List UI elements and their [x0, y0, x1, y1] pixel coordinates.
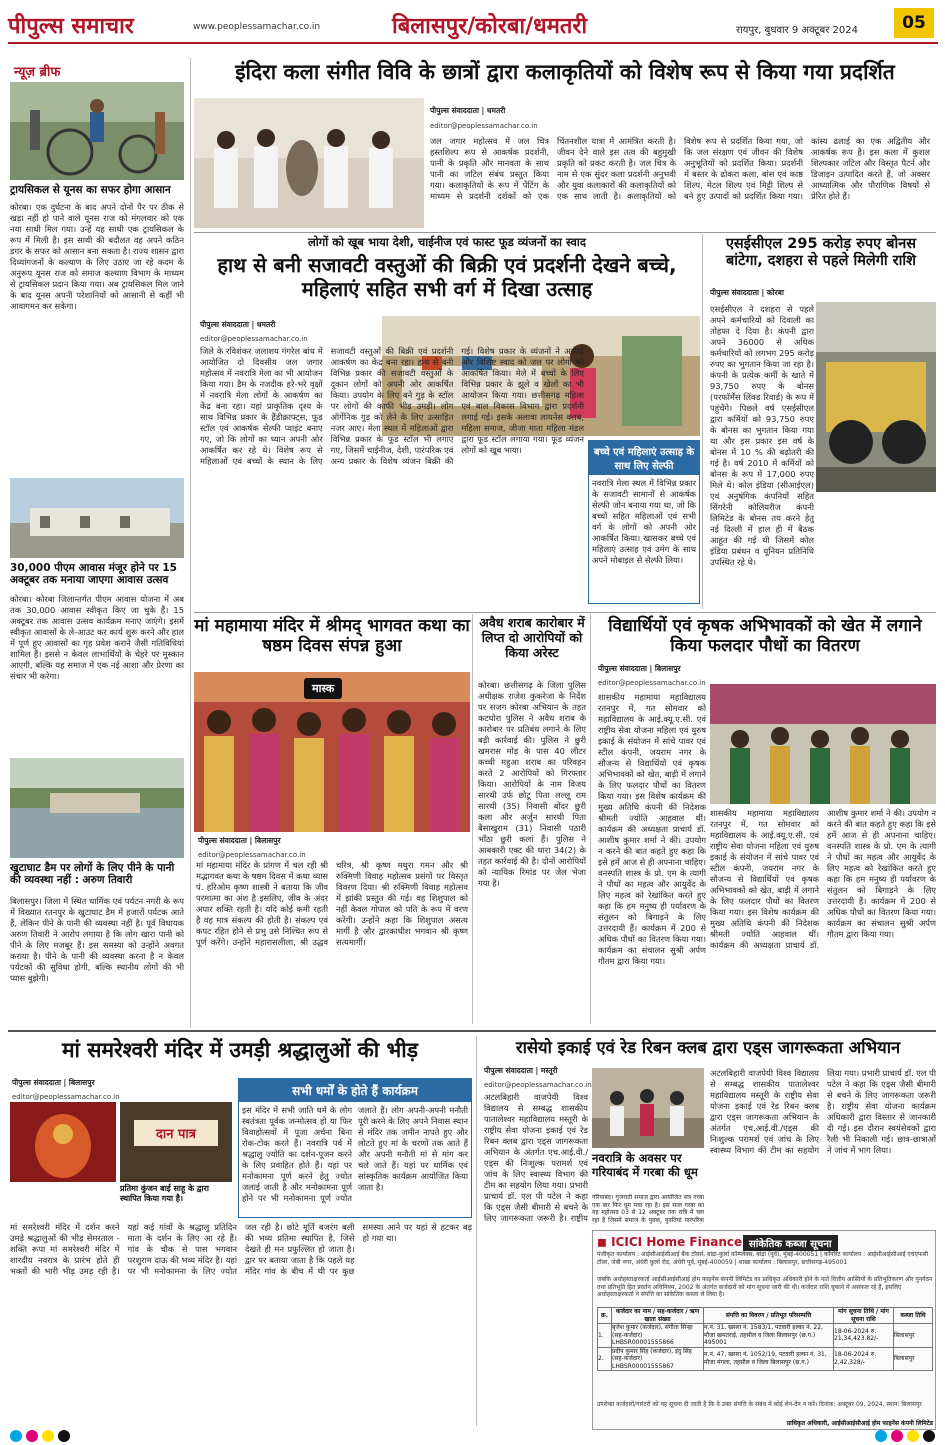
byline-name: पीपुल्स संवाददाता | बिलासपुर: [598, 664, 681, 673]
byline-email[interactable]: editor@peoplessamachar.co.in: [484, 1081, 592, 1089]
byline-place: कोरबा: [766, 288, 784, 297]
byline-name: पीपुल्स संवाददाता | मस्तूरी: [484, 1066, 558, 1075]
register-mark-magenta: [26, 1430, 38, 1442]
handmade-fair-text: जिले के रविशंकर जलाशय गंगरेल बांध में आयोजित दो दिवसीय जल जगार महोत्सव में नवरात्रि मेला का भी आयोजन किया गया। डैम के नजदीक हरे-भरे वृक्षों में नवरात्रि मेला लोगों के आकर्षण का केंद्र बना रहा। यहां प्राकृतिक दृश्य के साथ विभिन्न प्रकार के हैंडीक्राफ्ट्स, फूड स्टॉल एवं आकर्षक सेल्फी प्वाइंट बनाए गए, जो कि लोगों का ध्यान अपनी ओर आकर्षित कर रहे थे। विशेष रूप से महिलाओं एवं बच्चों के स्थान के लिए सजावटी वस्तुओं की बिक्री एवं प्रदर्शनी आकर्षण का केंद्र बना रहा। हाथ से बनी विभिन्न प्रकार की सजावटी वस्तुओं के दुकान लोगों को अपनी ओर आकर्षित किया। उपयोग के लिए बने गुड़ के स्टॉल पर लोगों की काफी भीड़ उमड़ी। लोग ऑर्गेनिक गुड़ को लेने के लिए उत्साहित नजर आए। मेला स्थल में महिलाओं द्वारा विभिन्न प्रकार के फूड स्टॉल भी लगाए गए, जिसमें चाईनीज, देशी, पारंपरिक एवं अन्य प्रकार के विशेष व्यंजन बिक्री की गई। विशेष प्रकार के व्यंजनों ने अनोखे और विशिष्ट स्वाद को जल पर लोगों को आकर्षित किया। मेले में बच्चों के लिए विभिन्न प्रकार के झूले व खेलों का भी आयोजन किया गया। छत्तीसगढ़ महिला एवं बाल विकास विभाग द्वारा प्रदर्शनी लगाई गई। इसके अलावा लायनेस क्लब, महिला समाज, जीजा माता महिला मंडल द्वारा फूड स्टॉल लगाया गया। फूड व्यंजन लोगों को खूब भाया।: [200, 346, 584, 466]
column-divider: [702, 234, 703, 609]
aids-awareness-text-cont: [710, 1068, 936, 1222]
register-mark-magenta: [891, 1430, 903, 1442]
goddess-photo: [10, 1102, 116, 1182]
byline-block: [12, 1078, 142, 1101]
notice-footer: उपरोक्त कर्जदारों/गारंटरों को यह सूचना दी जाती है कि वे उक्त संपत्ति के संबंध में कोई लेन-देन न करें। दिनांक: अक्टूबर 09, 2024, स्थान: बिलासपुर: [597, 1401, 922, 1408]
byline-reporter: पीपुल्स संवाददाता: [198, 836, 247, 845]
register-mark-black: [58, 1430, 70, 1442]
notice-cell: म.नं. 31, खसरा नं. 1583/1, पटवारी हल्का नं. 22, मौजा खमतराई, तहसील व जिला बिलासपुर (छ.ग.) 495001: [704, 1324, 834, 1348]
aids-awareness-text-copy: अटलबिहारी वाजपेयी विश्व विद्यालय से सम्बद्ध शासकीय पातालेश्वर महाविद्यालय मस्तूरी के राष्ट्रीय सेवा योजना इकाई एवं रेड रिबन क्लब द्वारा एड्स जागरूकता अभियान के अंतर्गत एच.आई.वी./एड्स की निःशुल्क परामर्श एवं जांच के लिए स्वास्थ्य विभाग की टीम का सहयोग लिया गया। प्रभारी प्राचार्य डॉ. एल पी पटेल ने कहा कि एड्स जैसी बीमारी से बचने के लिए जागरूकता जरूरी है। राष्ट्रीय सेवा योजना कार्यक्रम अधिकारी द्वारा विस्तार से जानकारी दी गई। इस दौरान स्वयंसेवकों द्वारा रैली भी निकाली गई। छात्र-छात्राओं ने जांच में भाग लिया।: [710, 1068, 936, 1155]
dam-photo-art: [10, 758, 184, 858]
headline-samreshwari: मां समरेश्वरी मंदिर में उमड़ी श्रद्धालुओं की भीड़: [62, 1038, 418, 1062]
notice-cell: 1.: [598, 1324, 612, 1348]
masthead: [8, 4, 938, 44]
brief-label: न्यूज़ ब्रीफ: [14, 65, 61, 80]
selfie-box-title: बच्चे एवं महिलाएं उत्साह के साथ लिए सेल्फी: [589, 441, 699, 475]
article-samreshwari: [8, 1036, 472, 1426]
headline-handmade-fair: हाथ से बनी सजावटी वस्तुओं की बिक्री एवं प्रदर्शनी देखने बच्चे, महिलाएं सहित सभी वर्ग में दिखा उत्साह: [217, 253, 677, 301]
photo-caption: प्रतिमा कुंजन बाई साहू के द्वारा स्थापित किया गया है।: [120, 1184, 209, 1203]
table-row: [598, 1324, 933, 1348]
garba-text: गरियाबंद। गुजराती समाज द्वारा आयोजित सत्र गरबा एक बार फिर धूम मचा रहा है। इस साल गरबा का यह महोत्सव 03 से 12 अक्टूबर तक रात्रि में चल रहा है जिसमें समाज के युवक, युवतियां पारंपरिक: [592, 1194, 704, 1224]
headline-indira-kala: इंदिरा कला संगीत विवि के छात्रों द्वारा कलाकृतियों को विशेष रूप से किया गया प्रदर्शित: [235, 60, 895, 84]
byline-block: [430, 106, 610, 130]
article-mahamaya-katha: [194, 614, 470, 1024]
article-liquor-arrest: [476, 614, 588, 1024]
edition-cities: बिलासपुर/कोरबा/धमतरी: [392, 14, 588, 39]
byline-email[interactable]: editor@peoplessamachar.co.in: [200, 335, 308, 343]
notice-col: मांग सूचना तिथि / मांग सूचना राशि: [834, 1308, 894, 1324]
notice-cell: बिलासपुर: [894, 1324, 933, 1348]
byline-name: पीपुल्स संवाददाता | कोरबा: [710, 288, 784, 297]
students-art-photo-art: [194, 98, 424, 228]
byline-name: पीपुल्स संवाददाता | बिलासपुर: [198, 836, 281, 845]
byline-reporter: पीपुल्स संवाददाता: [710, 288, 759, 297]
notice-col: कर्जदार का नाम / सह-कर्जदार / ऋण खाता संख्या: [612, 1308, 704, 1324]
icici-brand: ICICI Home Finance: [611, 1235, 743, 1249]
byline-name: पीपुल्स संवाददाता | धमतरी: [200, 320, 276, 329]
news-brief-column: [8, 58, 186, 1028]
notice-cell: 2.: [598, 1347, 612, 1371]
notice-cell: बृजेश कुमार (कर्जदार), संगीता सिन्हा (सह-कर्जदार) LHBSR00001555866: [612, 1324, 704, 1348]
byline-place: बिलासपुर: [654, 664, 681, 673]
byline-reporter: पीपुल्स संवाददाता: [598, 664, 647, 673]
secl-bonus-text: एसईसीएल ने दशहरा से पहले अपने कर्मचारियों को दिवाली का तोहफा दे दिया है। कंपनी द्वारा अपने 36000 से अधिक कर्मचारियों को लगभग 295 करोड़ रुपए का भुगतान किया जा रहा है। कंपनी के प्रत्येक कर्मी के खाते में 93,750 रुपए के बोनस (परफॉर्मेंस लिंक्ड रिवार्ड) के रूप में पहुंचेंगे। पिछले वर्ष एसईसीएल द्वारा कर्मियों को 93,750 रुपए के बोनस का भुगतान किया गया था और इस प्रकार इस वर्ष के बोनस में 10 % की बढ़ोतरी की गई है। वर्ष 2010 में कर्मियों को बोनस के रूप में 17,000 रुपए मिले थे। कोल इंडिया (सीआईएल) एवं अनुषंगिक कंपनियों सहित सिंगरेनी कोलियरीज कंपनी लिमिटेड के बोनस तय करने हेतु नई दिल्ली में हाल ही में बैठक आहूत की गई थी जिसमें कोल इंडिया प्रबंधन व यूनियन प्रतिनिधि उपस्थित रहे थे।: [710, 304, 814, 567]
table-row: [598, 1347, 933, 1371]
headline-garba: नवरात्रि के अवसर पर गरियाबंद में गरबा की धूम: [592, 1151, 698, 1179]
byline-block: [200, 320, 390, 343]
devotees-photo: [194, 672, 470, 832]
samreshwari-text: मां समरेश्वरी मंदिर में दर्शन करने उमड़े श्रद्धालुओं की भीड़ सेमरताल - शक्ति रूपा मां समरेश्वरी मंदिर में शारदीय नवरात्र के प्रारंभ होते ही भक्तों की भारी भीड़ उमड़ रही है। यहां कई गांवों के श्रद्धालु प्रतिदिन माता के दर्शन के लिए आ रहे हैं। गांव के चौक से पास भगवान परशुराम दाऊ की भव्य मंदिर है। यहां पर भी मनोकामना के लिए ज्योत जल रही है। छोटे मूर्ति बजरंग बली की भव्य प्रतिमा स्थापित है, जिसे देखते ही मन प्रफुल्लित हो जाता है। द्वार पर बताया जाता है कि पहले यह मंदिर गांव के बीच में थी पर कुछ समस्या आने पर यहां से हटकर बड़ हो गया था।: [10, 1222, 472, 1276]
website-url[interactable]: www.peoplessamachar.co.in: [193, 22, 321, 32]
dateline: रायपुर, बुधवार 9 अक्टूबर 2024: [736, 25, 858, 36]
column-divider: [590, 614, 591, 1024]
fruit-plants-text-cont: [710, 808, 936, 1020]
all-faiths-box-text: इस मंदिर में सभी जाति धर्म के लोग स्वतंत्रता पूर्वक जन्मोत्सव हो या फिर विवाहोत्सवों में पूजा अर्चना बिना रोक-टोक करते हैं। नवरात्रि पर्व में श्रद्धालु ज्योति का दर्शन-पूजन करने के लिए प्रवाहित होते हैं। यहां पर मनोकामना पूर्ण करने हेतु ज्योत जलाई जाती है और मनोकामना पूर्ण होने पर भी मनोकामना पूर्ण ज्योत जलाते हैं। लोग अपनी-अपनी मनौती पूरी करने के लिए अपने निवास स्थान से मंदिर तक जमीन नापते हुए और लोटते हुए मां के चरणों तक आते हैं और अपनी मनौती मां से मांग कर चले जाते हैं। यहां पर धार्मिक एवं सांस्कृतिक कार्यक्रम आयोजित किया जाता है।: [242, 1105, 468, 1203]
byline-name: पीपुल्स संवाददाता | बिलासपुर: [12, 1078, 95, 1087]
fruit-plants-text: शासकीय महामाया महाविद्यालय रतनपुर में, गत सोमवार को महाविद्यालय के आई.क्यू.ए.सी. एवं राष्ट्रीय सेवा योजना महिला एवं युरुष इकाई के संयोजन में सांचे पावर एवं स्टील कंपनी, जयराम नगर के सौजन्य से विद्यार्थियों एवं कृषक अभिभावकों को खेत, बाड़ी में लगाने के लिए फलदार पौधों का वितरण किया गया। इस विशेष कार्यक्रम की मुख्य अतिथि कंपनी की निदेशक श्रीमती ज्योति आहवाल थीं। कार्यक्रम की अध्यक्षता प्राचार्य डॉ. आशीष कुमार शर्मा ने की। उपयोग न करने की बात कहते हुए कहा कि इसे हमें आज से ही अपनाना चाहिए। वनस्पति शास्त्र के प्रो. एम के त्यागी ने पौधों का महत्व और आयुर्वेद के लिए महत्व को रेखांकित करते हुए कहा कि हम मनुष्य ही पर्यावरण के संतुलन को बिगाड़ने के लिए उत्तरदायी हैं। कार्यक्रम में 200 से अधिक पौधों का वितरण किया गया। कार्यक्रम का संचालन सुश्री अर्पण गौतम द्वारा किया गया।: [598, 692, 706, 966]
selfie-box: [588, 440, 700, 604]
byline-reporter: पीपुल्स संवाददाता: [430, 106, 479, 115]
divider: [194, 232, 936, 233]
notice-col: क्र.: [598, 1308, 612, 1324]
kicker-food-taste: लोगों को खूब भाया देशी, चाईनीज एवं फास्ट फूड व्यंजनों का स्वाद: [307, 235, 586, 249]
byline-email[interactable]: editor@peoplessamachar.co.in: [198, 851, 306, 859]
register-mark-yellow: [42, 1430, 54, 1442]
byline-place: बिलासपुर: [254, 836, 281, 845]
aids-awareness-text: अटलबिहारी वाजपेयी विश्व विद्यालय से सम्बद्ध शासकीय पातालेश्वर महाविद्यालय मस्तूरी के राष्ट्रीय सेवा योजना इकाई एवं रेड रिबन क्लब द्वारा एड्स जागरूकता अभियान के अंतर्गत एच.आई.वी./एड्स की निःशुल्क परामर्श एवं जांच के लिए स्वास्थ्य विभाग की टीम का सहयोग लिया गया। प्रभारी प्राचार्य डॉ. एल पी पटेल ने कहा कि एड्स जैसी बीमारी से बचने के लिए जागरूकता जरूरी है। राष्ट्रीय: [484, 1092, 588, 1222]
aids-camp-photo-art: [592, 1068, 704, 1148]
print-register-marks: [0, 1428, 945, 1444]
notice-cell: प्रदीप कुमार सिंह (कर्जदार), इंदु सिंह (सह-कर्जदार) LHBSR00001555867: [612, 1347, 704, 1371]
page-number: 05: [894, 8, 934, 38]
byline-email[interactable]: editor@peoplessamachar.co.in: [12, 1093, 120, 1101]
register-mark-cyan: [875, 1430, 887, 1442]
byline-email[interactable]: editor@peoplessamachar.co.in: [430, 122, 538, 130]
divider: [194, 612, 936, 613]
brief-text-1: कोरबा। एक दुर्घटना के बाद अपने दोनों पैर पर ठीक से खड़ा नहीं हो पाने वाले यूनस राज को मंगलवार को एक नया साथी मिल गया। उन्हें यह साथी एक ट्रायसिकल के रूप में मिली है। इस साथी की बदौलत वह अपने कठिन डगर के सफर को आसान बना सकता है। राज्य शासन द्वारा दिव्यांगजनों के कल्याण के लिए उठाए जा रहे कदम के अनुरूप यूनस राज को समाज कल्याण विभाग के माध्यम से ट्रायसिकल प्रदान किया गया। अब ट्रायसिकल मिल जाने के बाद यूनस अपनी परेशानियों को आसानी से कहीं भी आवागमन कर सकेगा।: [10, 202, 184, 311]
mahamaya-katha-text: मां महामाया मंदिर के प्रांगण में चल रही श्री मद्भागवत कथा के षष्ठम दिवस में कथा व्यास पं. हरिओम कृष्ण शास्त्री ने बताया कि जीव परमात्मा का अंश है इसलिए, जीव के अंदर अपार शक्ति रहती है। यदि कोई कमी रहती है वह मात्र संकल्प की होती है। संकल्प एवं कपट रहित होने से प्रभु उसे निश्चित रूप से पूर्ण करेंगे। उन्होंने महारासलीला, श्री उद्धव चरित्र, श्री कृष्ण मथुरा गमन और श्री रुक्मिणी विवाह महोत्सव प्रसंगों पर विस्तृत विवरण दिया। श्री रुक्मिणी विवाह महोत्सव में झांकी प्रस्तुत की गई। वह शिशुपाल को नहीं केवल गोपाल को पति के रूप में वरण करेंगी। उन्होंने कहा कि शिशुपाल असत्य मार्गी है और द्वारकाधीश भगवान श्री कृष्ण सत्यमार्गी।: [196, 860, 468, 947]
fruit-plants-text-copy: शासकीय महामाया महाविद्यालय रतनपुर में, गत सोमवार को महाविद्यालय के आई.क्यू.ए.सी. एवं राष्ट्रीय सेवा योजना महिला एवं युरुष इकाई के संयोजन में सांचे पावर एवं स्टील कंपनी, जयराम नगर के सौजन्य से विद्यार्थियों एवं कृषक अभिभावकों को खेत, बाड़ी में लगाने के लिए फलदार पौधों का वितरण किया गया। इस विशेष कार्यक्रम की मुख्य अतिथि कंपनी की निदेशक श्रीमती ज्योति आहवाल थीं। कार्यक्रम की अध्यक्षता प्राचार्य डॉ. आशीष कुमार शर्मा ने की। उपयोग न करने की बात कहते हुए कहा कि इसे हमें आज से ही अपनाना चाहिए। वनस्पति शास्त्र के प्रो. एम के त्यागी ने पौधों का महत्व और आयुर्वेद के लिए महत्व को रेखांकित करते हुए कहा कि हम मनुष्य ही पर्यावरण के संतुलन को बिगाड़ने के लिए उत्तरदायी हैं। कार्यक्रम में 200 से अधिक पौधों का वितरण किया गया। कार्यक्रम का संचालन सुश्री अर्पण गौतम द्वारा किया गया।: [710, 808, 936, 950]
byline-place: बिलासपुर: [68, 1078, 95, 1087]
article-aids-awareness: [480, 1036, 936, 1226]
register-mark-yellow: [907, 1430, 919, 1442]
register-mark-cyan: [10, 1430, 22, 1442]
column-divider: [472, 614, 473, 1024]
newspaper-logo: पीपुल्स समाचार: [8, 13, 134, 39]
byline-block: [198, 836, 468, 859]
headline-fruit-plants: विद्यार्थियों एवं कृषक अभिभावकों को खेत में लगाने किया फलदार पौधों का वितरण: [608, 616, 922, 657]
brief-text-3: बिलासपुर। जिला में स्थित धार्मिक एवं पर्यटन नगरी के रूप में विख्यात रतनपुर के खुटाघाट डैम में हजारों पर्यटक आते हैं, लेकिन पीने के पानी की व्यवस्था नहीं है। पूर्व विधायक अरुण तिवारी ने आरोप लगाया है कि लोग खारा पानी को पीने के लिए मजबूर हैं। इस समस्या को उन्होंने अवगत कराया है। पीने के पानी की व्यवस्था करना है न केवल पर्यटकों की सुविधा होगी, बल्कि स्थानीय लोगों की भी प्यास बुझेगी।: [10, 896, 184, 983]
tricycle-photo-art: [10, 82, 184, 180]
mask-label: मास्क: [304, 678, 342, 699]
column-divider: [190, 58, 191, 1028]
notice-office: पंजीकृत कार्यालय : आईसीआईसीआई बैंक टॉवर्स, बांद्रा-कुर्ला कॉम्प्लेक्स, बांद्रा (पूर्व), मुंबई-400051 | कॉर्पोरेट कार्यालय : आईसीआईसीआई एचएफसी टॉवर, जेबी नगर, अंधेरी कुर्ला रोड, अंधेरी पूर्व, मुंबई-400059 | शाखा कार्यालय : बिलासपुर, छत्तीसगढ़-495001: [597, 1251, 929, 1266]
byline-reporter: पीपुल्स संवाददाता: [484, 1066, 533, 1075]
all-faiths-box: [238, 1078, 472, 1218]
byline-reporter: पीपुल्स संवाददाता: [200, 320, 249, 329]
brief-headline-2: 30,000 पीएम आवास मंजूर होने पर 15 अक्टूबर तक मनाया जाएगा आवास उत्सव: [10, 562, 177, 587]
byline-block: [710, 288, 930, 298]
donation-box-sign: दान पात्र: [134, 1120, 218, 1146]
headline-secl-bonus: एसईसीएल 295 करोड़ रुपए बोनस बांटेगा, दशहरा से पहले मिलेगी राशि: [725, 236, 917, 270]
byline-place: मस्तूरी: [540, 1066, 558, 1075]
tricycle-photo: [10, 82, 184, 180]
article-fruit-plants: [594, 614, 936, 1024]
selfie-box-text: नवरात्रि मेला स्थल में विभिन्न प्रकार के सजावटी सामानों से आकर्षक सेल्फी जोन बनाया गया था, जो कि बच्चों सहित महिलाओं एवं सभी वर्ग के लोगों को अपनी ओर आकर्षित किया। खासकर बच्चे एवं महिलाएं उत्साह एवं उमंग के साथ अपने मोबाइल से सेल्फी लिया।: [592, 478, 696, 565]
students-art-photo: [194, 98, 424, 228]
brief-headline-3: खुटाघाट डैम पर लोगों के लिए पीने के पानी की व्यवस्था नहीं : अरुण तिवारी: [10, 862, 175, 887]
article-secl-bonus: [706, 234, 936, 609]
legal-notice: [592, 1230, 936, 1430]
notice-title: सांकेतिक कब्जा सूचना: [743, 1235, 838, 1251]
housing-photo-art: [10, 478, 184, 558]
liquor-arrest-text: कोरबा। छत्तीसगढ़ के जिला पुलिस अधीक्षक राजेश कुकरेजा के निर्देश पर सजग कोरबा अभियान के तहत कटघोरा पुलिस ने अवैध शराब के कारोबार पर प्रतिबंध लगाने के लिए बड़ी कार्रवाई की। पुलिस ने छुरी खमरास मोड़ के पास 40 लीटर कच्ची महुआ शराब का परिवहन करते 2 आरोपियों को गिरफ्तार किया। आरोपियों के नाम विजय सारथी उर्फ छोटू पिता लल्लू राम सारथी (35) निवासी बोंदर छुरी कला और अर्जुन सारथी पिता बैसाखुराम (31) निवासी पठारी भाँठा छुरी कलां हैं। पुलिस ने आबकारी एक्ट की धारा 34(2) के तहत कार्रवाई की है। दोनों आरोपियों को न्यायिक रिमांड पर जेल भेजा गया है।: [478, 680, 586, 888]
brief-headline-1: ट्रायसिकल से यूनस का सफर होगा आसान: [10, 184, 171, 196]
donation-box-photo: [120, 1102, 232, 1182]
article-indira-kala: [194, 58, 936, 230]
icici-logo: [597, 1235, 742, 1249]
notice-cell: 18-06-2024 रु. 21,34,423.82/-: [834, 1324, 894, 1348]
plant-distribution-photo: [710, 684, 936, 804]
goddess-photo-art: [10, 1102, 116, 1182]
headline-aids-awareness: रासेयो इकाई एवं रेड रिबन क्लब द्वारा एड्स जागरूकता अभियान: [515, 1038, 901, 1057]
headline-liquor-arrest: अवैध शराब कारोबार में लिप्त दो आरोपियों को किया अरेस्ट: [479, 615, 585, 660]
dam-photo: [10, 758, 184, 858]
column-divider: [476, 1036, 477, 1426]
notice-cell: 18-06-2024 रु. 2,42,328/-: [834, 1347, 894, 1371]
byline-email[interactable]: editor@peoplessamachar.co.in: [598, 679, 706, 687]
byline-place: धमतरी: [486, 106, 506, 115]
notice-col: कब्जा तिथि: [894, 1308, 933, 1324]
all-faiths-box-title: सभी धर्मों के होते हैं कार्यक्रम: [239, 1079, 471, 1102]
byline-name: पीपुल्स संवाददाता | धमतरी: [430, 106, 506, 115]
notice-cell: म.नं. 47, खसरा नं. 1052/19, पटवारी हल्का नं. 31, मौजा मंगला, तहसील व जिला बिलासपुर (छ.ग.): [704, 1347, 834, 1371]
coal-mine-photo-art: [816, 302, 936, 492]
bank-icon: ◼: [597, 1235, 612, 1249]
article-handmade-fair: [194, 234, 700, 609]
notice-table-header: [598, 1308, 933, 1324]
brief-text-2: कोरबा। कोरबा जिलान्तर्गत पीएम आवास योजना में अब तक 30,000 आवास स्वीकृत किए जा चुके हैं। 15 अक्टूबर तक आवास उत्सव कार्यक्रम मनाए जाएंगे। इसमें स्वीकृत आवासों के ले-आउट कर कार्य शुरू करने और हाल में पूर्ण हुए आवासों का गृह प्रवेश कराने जैसी गतिविधियां शामिल हैं। इससे न केवल लाभार्थियों के चेहरे पर मुस्कान आएगी, बल्कि यह समाज में एक नई आशा और प्रेरणा का संचार भी करेगा।: [10, 594, 184, 681]
divider: [8, 1030, 936, 1032]
indira-kala-text: जल जगार महोत्सव में जल चित्र हस्तशिल्प रूप से आकर्षक प्रदर्शनी, पानी के प्रकृति और मानवता के साथ पानी का जटिल संबंध प्रस्तुत किया गया। कलाकृतियों के रूप में पेंटिंग के माध्यम से प्रदर्शनी दर्शकों को एक चिंतनशील यात्रा में आमंत्रित करती है। जीवन देने वाले इस तत्व की बहुमुखी प्रकृति को प्रकट करती है। जल चित्र के नाम से एक सुंदर कला प्रदर्शनी अनुभवी और युवा कलाकारों की कलाकृतियों को एक साथ लाती है। कलाकृतियों को विशेष रूप से प्रदर्शित किया गया, जो कि जल संरक्षण एवं जीवन की विशेष अनुभूतियों को प्रदर्शित किया। प्रदर्शनी में बस्तर के ढोकरा कला, बांस एवं काष्ठ शिल्प, मेटल शिल्प एवं मिट्टी शिल्प से बने हुए उत्पादों को प्रदर्शित किया गया। कांस्य ढलाई का एक अद्वितीय और आकर्षक रूप है। इस कला में कुशल शिल्पकार जटिल और विस्तृत पैटर्न और डिजाइन उत्पादित करते हैं, जो अक्सर आध्यात्मिक और पौराणिक विषयों से प्रेरित होते हैं।: [430, 136, 930, 201]
notice-cell: बिलासपुर: [894, 1347, 933, 1371]
byline-place: धमतरी: [256, 320, 276, 329]
housing-photo: [10, 478, 184, 558]
notice-col: संपत्ति का विवरण / प्रतिभूत परिसम्पत्ति: [704, 1308, 834, 1324]
register-mark-black: [923, 1430, 935, 1442]
aids-camp-photo: [592, 1068, 704, 1148]
headline-mahamaya-katha: मां महामाया मंदिर में श्रीमद् भागवत कथा का षष्ठम दिवस संपन्न हुआ: [194, 616, 470, 657]
plant-distribution-photo-art: [710, 684, 936, 804]
notice-table: [597, 1307, 933, 1371]
coal-mine-photo: [816, 302, 936, 492]
notice-body: जबकि अधोहस्ताक्षरकर्ता आईसीआईसीआई होम फाइनेंस कंपनी लिमिटेड का प्राधिकृत अधिकारी होने के नाते वित्तीय आस्तियों के प्रतिभूतिकरण और पुनर्गठन तथा प्रतिभूति हित प्रवर्तन अधिनियम, 2002 के अंतर्गत कर्जदारों को मांग सूचना जारी की थी। कर्जदार राशि चुकाने में असफल रहे हैं, इसलिए अधोहस्ताक्षरकर्ता ने संपत्ति का सांकेतिक कब्जा ले लिया है।: [597, 1276, 933, 1298]
byline-reporter: पीपुल्स संवाददाता: [12, 1078, 61, 1087]
notice-signature: प्राधिकृत अधिकारी, आईसीआईसीआई होम फाइनेंस कंपनी लिमिटेड: [786, 1420, 933, 1427]
